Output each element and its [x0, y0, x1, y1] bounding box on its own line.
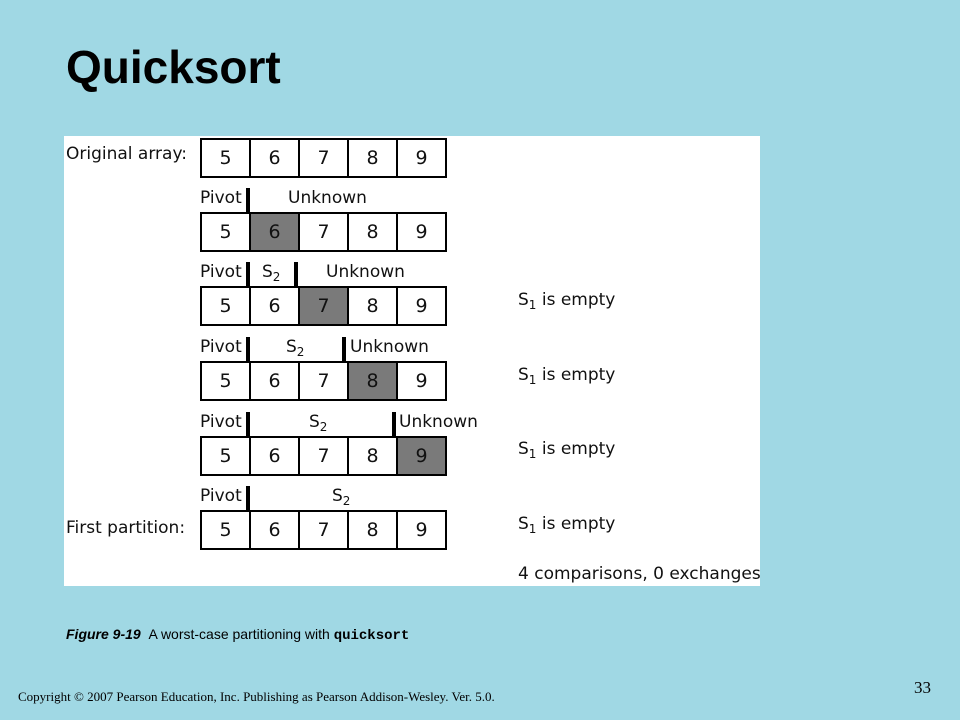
partition-divider-2a	[246, 262, 250, 288]
s2-label-3: $S_2$	[286, 337, 305, 359]
array-cell: 6	[251, 212, 300, 252]
array-cell: 7	[300, 212, 349, 252]
partition-divider-5a	[246, 486, 250, 512]
array-cell: 6	[251, 286, 300, 326]
partition-divider-3a	[246, 337, 250, 363]
copyright-notice: Copyright © 2007 Pearson Education, Inc. Publishing as Pearson Addison-Wesley. Ver. 5.0.	[18, 689, 495, 704]
s2-label-2: $S_2$	[262, 262, 281, 284]
array-cell: 8	[349, 510, 398, 550]
array-cell: 5	[202, 510, 251, 550]
original-array-label: Original array:	[66, 144, 187, 164]
s2-label-5: $S_2$	[332, 486, 351, 508]
first-partition-label: First partition:	[66, 518, 186, 538]
caption-text: A worst-case partitioning with	[148, 626, 330, 642]
array-cell: 8	[349, 212, 398, 252]
array-cell: 8	[349, 361, 398, 401]
array-cell: 9	[398, 510, 447, 550]
array-cell: 9	[398, 436, 447, 476]
array-row-3	[200, 361, 447, 401]
array-cell: 7	[300, 510, 349, 550]
array-cell: 6	[251, 510, 300, 550]
pivot-label-2: Pivot	[200, 262, 242, 282]
array-cell: 6	[251, 138, 300, 178]
figure-panel	[64, 136, 760, 586]
array-cell: 5	[202, 361, 251, 401]
array-row-5	[200, 510, 447, 550]
s2-label-4: $S_2$	[309, 412, 328, 434]
array-cell: 5	[202, 212, 251, 252]
array-row-0	[200, 138, 447, 178]
array-cell: 5	[202, 286, 251, 326]
array-cell: 6	[251, 361, 300, 401]
array-row-1	[200, 212, 447, 252]
array-cell: 9	[398, 361, 447, 401]
partition-divider-4b	[392, 412, 396, 438]
array-cell: 9	[398, 138, 447, 178]
array-cell: 8	[349, 286, 398, 326]
s1-empty-note-2: $S_1$ is empty	[518, 290, 616, 312]
pivot-label-4: Pivot	[200, 412, 242, 432]
partition-divider-1a	[246, 188, 250, 214]
s1-empty-note-5: $S_1$ is empty	[518, 514, 616, 536]
array-cell: 9	[398, 286, 447, 326]
pivot-label-5: Pivot	[200, 486, 242, 506]
unknown-label-4: Unknown	[399, 412, 478, 432]
figure-caption	[66, 626, 409, 644]
slide-title: Quicksort	[66, 41, 281, 93]
s1-empty-note-3: $S_1$ is empty	[518, 365, 616, 387]
array-cell: 6	[251, 436, 300, 476]
summary-note: 4 comparisons, 0 exchanges	[518, 564, 761, 584]
partition-divider-4a	[246, 412, 250, 438]
s1-empty-note-4: $S_1$ is empty	[518, 439, 616, 461]
array-cell: 7	[300, 138, 349, 178]
partition-divider-2b	[294, 262, 298, 288]
array-cell: 5	[202, 436, 251, 476]
unknown-label-3: Unknown	[350, 337, 429, 357]
caption-code: quicksort	[333, 628, 410, 644]
array-cell: 7	[300, 286, 349, 326]
array-cell: 7	[300, 436, 349, 476]
array-cell: 8	[349, 138, 398, 178]
array-cell: 5	[202, 138, 251, 178]
pivot-label-1: Pivot	[200, 188, 242, 208]
array-row-4	[200, 436, 447, 476]
array-cell: 7	[300, 361, 349, 401]
array-cell: 9	[398, 212, 447, 252]
array-cell: 8	[349, 436, 398, 476]
array-row-2	[200, 286, 447, 326]
pivot-label-3: Pivot	[200, 337, 242, 357]
page-number: 33	[914, 678, 931, 697]
unknown-label-2: Unknown	[326, 262, 405, 282]
unknown-label-1: Unknown	[288, 188, 367, 208]
partition-divider-3b	[342, 337, 346, 363]
figure-number: Figure 9-19	[66, 626, 141, 642]
